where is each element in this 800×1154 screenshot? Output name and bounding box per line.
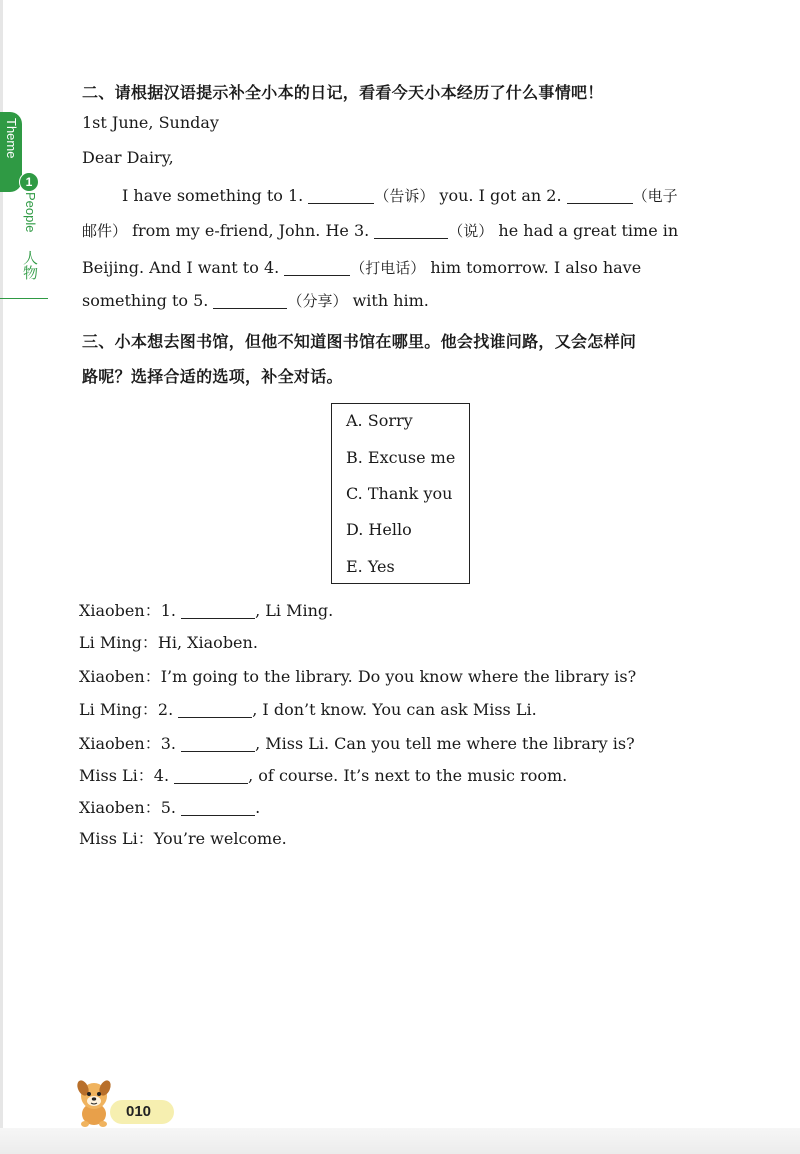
diary-greeting: Dear Dairy, xyxy=(82,148,174,167)
dialogue-text: 1. xyxy=(160,601,182,620)
theme-label: Theme xyxy=(4,118,19,159)
dialogue-text: . xyxy=(255,798,261,817)
theme-number-badge: 1 xyxy=(19,172,39,192)
dialogue-line-8 xyxy=(79,826,287,849)
dialogue-blank-5[interactable] xyxy=(181,799,255,816)
section3-heading-line1: 三、小本想去图书馆，但他不知道图书馆在哪里。他会找谁问路，又会怎样问 xyxy=(82,332,637,351)
dialogue-text: 2. xyxy=(157,700,179,719)
dialogue-line-4 xyxy=(79,697,537,720)
speaker: Xiaoben： xyxy=(79,601,161,620)
dialogue-text: 4. xyxy=(153,766,175,785)
theme-side-tab xyxy=(0,112,48,302)
chinese-hint: （电子 xyxy=(632,187,678,205)
option-a: A. Sorry xyxy=(346,411,413,430)
dialogue-blank-4[interactable] xyxy=(174,767,248,784)
dialogue-text: , Li Ming. xyxy=(255,601,334,620)
diary-text: him tomorrow. I also have xyxy=(425,258,642,277)
section2-heading: 二、请根据汉语提示补全小本的日记，看看今天小本经历了什么事情吧！ xyxy=(82,83,604,102)
theme-english-title: People xyxy=(23,192,38,233)
speaker: Xiaoben： xyxy=(79,734,161,753)
diary-text: with him. xyxy=(347,291,429,310)
answer-blank-3[interactable] xyxy=(374,222,448,239)
diary-line-1 xyxy=(122,185,678,206)
dialogue-blank-2[interactable] xyxy=(178,701,252,718)
speaker: Li Ming： xyxy=(79,633,158,652)
dialogue-line-1 xyxy=(79,598,333,621)
dog-mascot-icon xyxy=(70,1078,118,1128)
dialogue-text: , of course. It’s next to the music room. xyxy=(248,766,568,785)
diary-line-4 xyxy=(82,290,429,311)
speaker: Xiaoben： xyxy=(79,667,161,686)
dialogue-text: 5. xyxy=(160,798,182,817)
speaker: Li Ming： xyxy=(79,700,158,719)
page-number: 010 xyxy=(126,1103,152,1120)
dialogue-text: , I don’t know. You can ask Miss Li. xyxy=(252,700,537,719)
dialogue-text: , Miss Li. Can you tell me where the library is? xyxy=(255,734,635,753)
answer-blank-2[interactable] xyxy=(567,187,633,204)
dialogue-text: 3. xyxy=(160,734,182,753)
options-box xyxy=(331,403,470,584)
chinese-hint: （分享） xyxy=(287,292,348,310)
dialogue-blank-3[interactable] xyxy=(181,735,255,752)
diary-text: you. I got an 2. xyxy=(434,186,567,205)
option-c: C. Thank you xyxy=(346,484,453,503)
speaker: Xiaoben： xyxy=(79,798,161,817)
dialogue-blank-1[interactable] xyxy=(181,602,255,619)
chinese-hint: 邮件） xyxy=(82,222,128,240)
page-bottom-edge xyxy=(0,1128,800,1154)
diary-text: something to 5. xyxy=(82,291,214,310)
theme-chinese-title: 人物 xyxy=(21,250,39,280)
chinese-hint: （说） xyxy=(448,222,494,240)
dialogue-line-2 xyxy=(79,630,258,653)
answer-blank-5[interactable] xyxy=(213,292,287,309)
speaker: Miss Li： xyxy=(79,766,154,785)
dialogue-line-6 xyxy=(79,763,567,786)
dialogue-line-7 xyxy=(79,795,260,818)
option-d: D. Hello xyxy=(346,520,412,539)
dialogue-text: I’m going to the library. Do you know where the library is? xyxy=(160,667,637,686)
diary-line-2 xyxy=(82,220,678,241)
theme-underline xyxy=(0,298,48,299)
diary-text: he had a great time in xyxy=(493,221,679,240)
dialogue-line-5 xyxy=(79,731,635,754)
diary-date: 1st June, Sunday xyxy=(82,113,219,132)
diary-line-3 xyxy=(82,257,641,278)
diary-text: I have something to 1. xyxy=(122,186,309,205)
chinese-hint: （打电话） xyxy=(350,259,426,277)
answer-blank-1[interactable] xyxy=(308,187,374,204)
option-b: B. Excuse me xyxy=(346,448,456,467)
diary-text: Beijing. And I want to 4. xyxy=(82,258,285,277)
diary-text: from my e-friend, John. He 3. xyxy=(127,221,375,240)
dialogue-text: You’re welcome. xyxy=(153,829,287,848)
chinese-hint: （告诉） xyxy=(374,187,435,205)
dialogue-text: Hi, Xiaoben. xyxy=(157,633,258,652)
option-e: E. Yes xyxy=(346,557,395,576)
dialogue-line-3 xyxy=(79,664,636,687)
page-footer xyxy=(70,1078,180,1128)
answer-blank-4[interactable] xyxy=(284,259,350,276)
section3-heading-line2: 路呢？选择合适的选项，补全对话。 xyxy=(82,367,343,386)
speaker: Miss Li： xyxy=(79,829,154,848)
